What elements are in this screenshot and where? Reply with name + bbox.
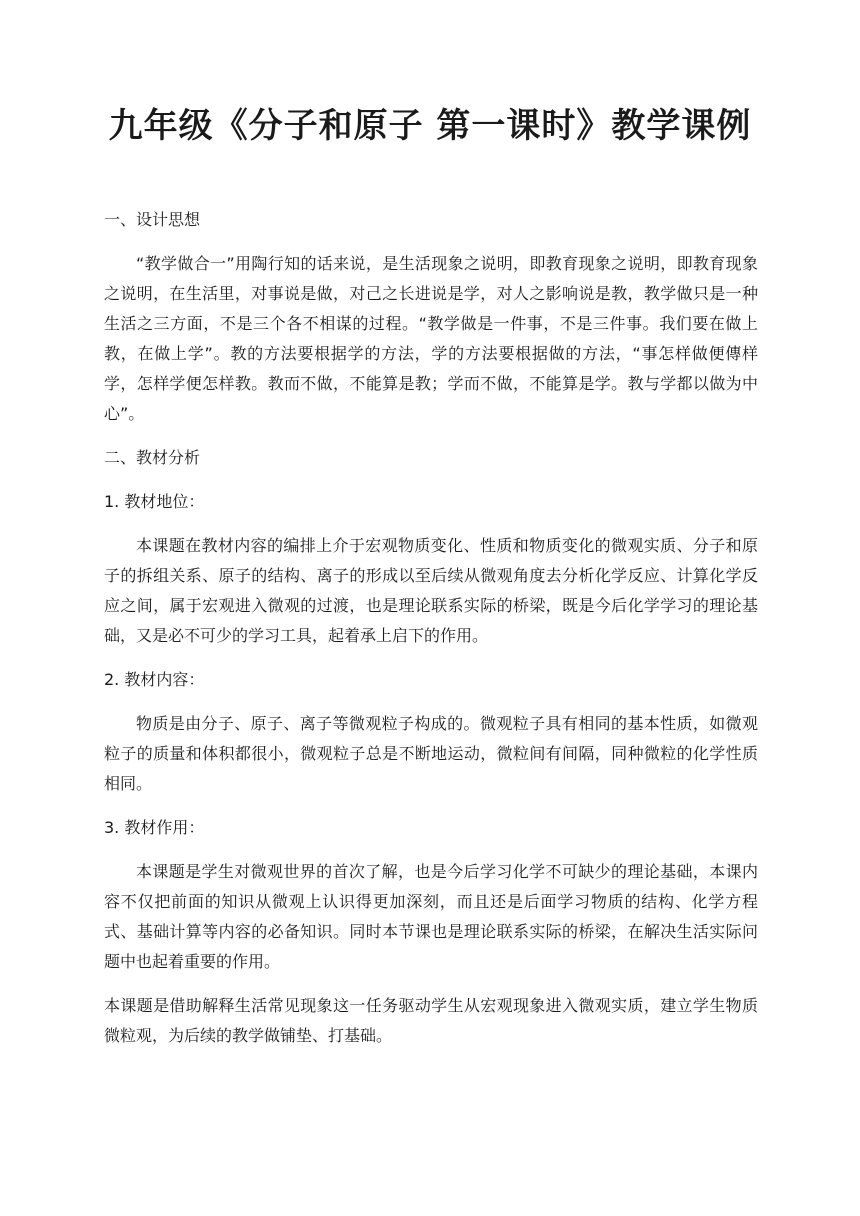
paragraph-material-position: 本课题在教材内容的编排上介于宏观物质变化、性质和物质变化的微观实质、分子和原子的拆组关系、原子的结构、离子的形成以至后续从微观角度去分析化学反应、计算化学反应之间，属于宏观进入微观的过渡，也是理论联系实际的桥梁，既是今后化学学习的理论基础，又是必不可少的学习工具，起着承上启下的作用。 — [104, 536, 758, 645]
document-body — [104, 205, 758, 1051]
section-heading-design-idea: 一、设计思想 — [104, 210, 201, 229]
section-heading-material-analysis: 二、教材分析 — [104, 448, 201, 467]
paragraph-material-role: 本课题是学生对微观世界的首次了解，也是今后学习化学不可缺少的理论基础，本课内容不仅把前面的知识从微观上认识得更加深刻，而且还是后面学习物质的结构、化学方程式、基础计算等内容的必备知识。同时本节课也是理论联系实际的桥梁，在解决生活实际问题中也起着重要的作用。 — [104, 862, 758, 971]
subheading-material-content: 2. 教材内容： — [104, 670, 205, 689]
paragraph-design-idea: “教学做合一”用陶行知的话来说，是生活现象之说明，即教育现象之说明，即教育现象之说明，在生活里，对事说是做，对己之长进说是学，对人之影响说是教，教学做只是一种生活之三方面，不是三个各不相谋的过程。“教学做是一件事，不是三件事。我们要在做上教，在做上学”。教的方法要根据学的方法，学的方法要根据做的方法，“事怎样做便傳样学，怎样学便怎样教。教而不做，不能算是教；学而不做，不能算是学。教与学都以做为中心”。 — [104, 254, 758, 423]
subheading-material-position: 1. 教材地位： — [104, 492, 205, 511]
subheading-material-role: 3. 教材作用： — [104, 818, 205, 837]
paragraph-closing: 本课题是借助解释生活常见现象这一任务驱动学生从宏观现象进入微观实质，建立学生物质微粒观，为后续的教学做铺垫、打基础。 — [104, 996, 758, 1045]
paragraph-material-content: 物质是由分子、原子、离子等微观粒子构成的。微观粒子具有相同的基本性质，如微观粒子的质量和体积都很小，微观粒子总是不断地运动，微粒间有间隔，同种微粒的化学性质相同。 — [104, 714, 758, 793]
document-title: 九年级《分子和原子 第一课时》教学课例 — [108, 106, 752, 146]
